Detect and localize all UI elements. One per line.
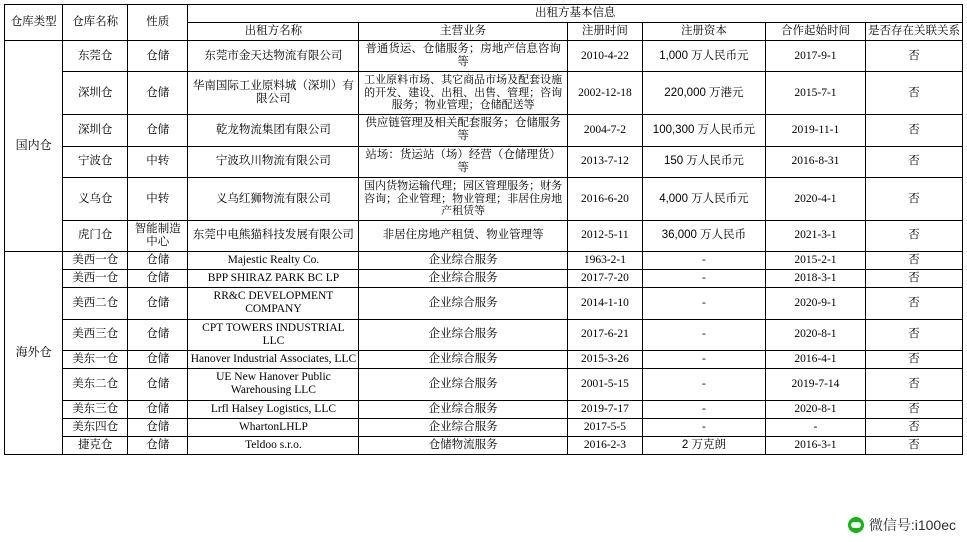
cell-reg-date: 2016-2-3 xyxy=(567,437,642,455)
cell-reg-date: 2013-7-12 xyxy=(567,146,642,177)
lessor-info-table xyxy=(4,4,963,455)
cell-lessor-name: RR&C DEVELOPMENT COMPANY xyxy=(188,288,359,319)
group-label-overseas: 海外仓 xyxy=(5,251,63,455)
cell-related: 否 xyxy=(866,115,963,146)
cell-reg-capital: - xyxy=(642,350,765,368)
cell-warehouse-name: 美东二仓 xyxy=(63,369,128,400)
column-header-warehouse-type: 仓库类型 xyxy=(5,5,63,41)
cell-property: 中转 xyxy=(128,146,188,177)
table-row xyxy=(5,288,963,319)
cell-warehouse-name: 义乌仓 xyxy=(63,177,128,220)
cell-related: 否 xyxy=(866,418,963,436)
cell-reg-date: 2015-3-26 xyxy=(567,350,642,368)
table-row xyxy=(5,115,963,146)
cell-lessor-name: Hanover Industrial Associates, LLC xyxy=(188,350,359,368)
cell-warehouse-name: 美东四仓 xyxy=(63,418,128,436)
cell-warehouse-name: 虎门仓 xyxy=(63,220,128,251)
cell-main-business: 企业综合服务 xyxy=(359,400,567,418)
wechat-icon xyxy=(848,517,864,533)
cell-reg-capital: 36,000 万人民币 xyxy=(642,220,765,251)
cell-reg-date: 2014-1-10 xyxy=(567,288,642,319)
cell-reg-date: 2012-5-11 xyxy=(567,220,642,251)
table-row xyxy=(5,437,963,455)
table-row xyxy=(5,146,963,177)
cell-coop-start: 2015-7-1 xyxy=(765,72,865,115)
cell-reg-capital: 1,000 万人民币元 xyxy=(642,40,765,71)
cell-reg-capital: - xyxy=(642,319,765,350)
column-header-reg-capital: 注册资本 xyxy=(642,22,765,40)
cell-related: 否 xyxy=(866,251,963,269)
table-row xyxy=(5,319,963,350)
cell-reg-capital: - xyxy=(642,269,765,287)
cell-coop-start: 2021-3-1 xyxy=(765,220,865,251)
cell-main-business: 仓储物流服务 xyxy=(359,437,567,455)
cell-reg-date: 2017-6-21 xyxy=(567,319,642,350)
cell-related: 否 xyxy=(866,146,963,177)
cell-lessor-name: CPT TOWERS INDUSTRIAL LLC xyxy=(188,319,359,350)
cell-coop-start: 2018-3-1 xyxy=(765,269,865,287)
cell-lessor-name: UE New Hanover Public Warehousing LLC xyxy=(188,369,359,400)
cell-reg-capital: - xyxy=(642,400,765,418)
table-row xyxy=(5,418,963,436)
cell-main-business: 供应链管理及相关配套服务；仓储服务等 xyxy=(359,115,567,146)
cell-lessor-name: 东莞中电熊猫科技发展有限公司 xyxy=(188,220,359,251)
cell-related: 否 xyxy=(866,400,963,418)
cell-reg-date: 2019-7-17 xyxy=(567,400,642,418)
cell-property: 仓储 xyxy=(128,437,188,455)
cell-coop-start: - xyxy=(765,418,865,436)
cell-lessor-name: Lrfl Halsey Logistics, LLC xyxy=(188,400,359,418)
cell-property: 仓储 xyxy=(128,319,188,350)
table-row xyxy=(5,369,963,400)
cell-property: 仓储 xyxy=(128,400,188,418)
watermark xyxy=(845,514,959,536)
cell-lessor-name: Teldoo s.r.o. xyxy=(188,437,359,455)
column-header-reg-date: 注册时间 xyxy=(567,22,642,40)
table-row xyxy=(5,177,963,220)
cell-warehouse-name: 美西三仓 xyxy=(63,319,128,350)
cell-main-business: 企业综合服务 xyxy=(359,288,567,319)
cell-coop-start: 2016-4-1 xyxy=(765,350,865,368)
cell-warehouse-name: 宁波仓 xyxy=(63,146,128,177)
table-row xyxy=(5,40,963,71)
cell-main-business: 普通货运、仓储服务；房地产信息咨询等 xyxy=(359,40,567,71)
cell-lessor-name: 义乌红狮物流有限公司 xyxy=(188,177,359,220)
cell-coop-start: 2015-2-1 xyxy=(765,251,865,269)
cell-lessor-name: Majestic Realty Co. xyxy=(188,251,359,269)
cell-coop-start: 2017-9-1 xyxy=(765,40,865,71)
cell-warehouse-name: 深圳仓 xyxy=(63,72,128,115)
cell-warehouse-name: 东莞仓 xyxy=(63,40,128,71)
table-body xyxy=(5,40,963,455)
cell-property: 仓储 xyxy=(128,40,188,71)
cell-coop-start: 2020-9-1 xyxy=(765,288,865,319)
cell-main-business: 企业综合服务 xyxy=(359,418,567,436)
cell-reg-capital: 100,300 万人民币元 xyxy=(642,115,765,146)
cell-related: 否 xyxy=(866,319,963,350)
cell-coop-start: 2020-8-1 xyxy=(765,319,865,350)
cell-warehouse-name: 美西二仓 xyxy=(63,288,128,319)
cell-property: 仓储 xyxy=(128,369,188,400)
cell-coop-start: 2019-7-14 xyxy=(765,369,865,400)
cell-property: 仓储 xyxy=(128,269,188,287)
cell-reg-capital: - xyxy=(642,418,765,436)
cell-main-business: 工业原料市场、其它商品市场及配套设施的开发、建设、出租、出售、管理；咨询服务；物业管理；仓储配送等 xyxy=(359,72,567,115)
table-header xyxy=(5,5,963,41)
table-row xyxy=(5,72,963,115)
cell-warehouse-name: 美东一仓 xyxy=(63,350,128,368)
column-header-coop-start: 合作起始时间 xyxy=(765,22,865,40)
cell-lessor-name: BPP SHIRAZ PARK BC LP xyxy=(188,269,359,287)
column-header-related: 是否存在关联关系 xyxy=(866,22,963,40)
cell-related: 否 xyxy=(866,437,963,455)
table-row xyxy=(5,251,963,269)
cell-property: 仓储 xyxy=(128,72,188,115)
cell-reg-capital: 150 万人民币元 xyxy=(642,146,765,177)
cell-reg-date: 2010-4-22 xyxy=(567,40,642,71)
cell-main-business: 非居住房地产租赁、物业管理等 xyxy=(359,220,567,251)
column-header-warehouse-name: 仓库名称 xyxy=(63,5,128,41)
cell-reg-capital: - xyxy=(642,251,765,269)
table-header-row-1 xyxy=(5,5,963,23)
cell-warehouse-name: 美东三仓 xyxy=(63,400,128,418)
cell-warehouse-name: 美西一仓 xyxy=(63,251,128,269)
cell-main-business: 站场：货运站（场）经营（仓储理货）等 xyxy=(359,146,567,177)
cell-warehouse-name: 深圳仓 xyxy=(63,115,128,146)
table-row xyxy=(5,220,963,251)
cell-property: 仓储 xyxy=(128,115,188,146)
column-header-main-business: 主营业务 xyxy=(359,22,567,40)
cell-related: 否 xyxy=(866,369,963,400)
cell-main-business: 企业综合服务 xyxy=(359,251,567,269)
cell-related: 否 xyxy=(866,350,963,368)
cell-reg-date: 2002-12-18 xyxy=(567,72,642,115)
column-header-lessor-name: 出租方名称 xyxy=(188,22,359,40)
cell-coop-start: 2020-8-1 xyxy=(765,400,865,418)
cell-lessor-name: WhartonLHLP xyxy=(188,418,359,436)
cell-warehouse-name: 捷克仓 xyxy=(63,437,128,455)
cell-main-business: 企业综合服务 xyxy=(359,369,567,400)
cell-lessor-name: 乾龙物流集团有限公司 xyxy=(188,115,359,146)
watermark-label: 微信号:i100ec xyxy=(868,517,956,533)
cell-lessor-name: 宁波玖川物流有限公司 xyxy=(188,146,359,177)
cell-lessor-name: 华南国际工业原料城（深圳）有限公司 xyxy=(188,72,359,115)
cell-reg-date: 1963-2-1 xyxy=(567,251,642,269)
cell-reg-date: 2001-5-15 xyxy=(567,369,642,400)
cell-main-business: 企业综合服务 xyxy=(359,350,567,368)
cell-coop-start: 2020-4-1 xyxy=(765,177,865,220)
cell-reg-capital: - xyxy=(642,369,765,400)
cell-related: 否 xyxy=(866,72,963,115)
cell-related: 否 xyxy=(866,220,963,251)
group-label-domestic: 国内仓 xyxy=(5,40,63,251)
cell-property: 智能制造中心 xyxy=(128,220,188,251)
table-row xyxy=(5,269,963,287)
cell-coop-start: 2019-11-1 xyxy=(765,115,865,146)
cell-main-business: 企业综合服务 xyxy=(359,319,567,350)
cell-related: 否 xyxy=(866,177,963,220)
cell-reg-capital: 220,000 万港元 xyxy=(642,72,765,115)
cell-reg-date: 2017-5-5 xyxy=(567,418,642,436)
cell-reg-capital: - xyxy=(642,288,765,319)
column-header-property: 性质 xyxy=(128,5,188,41)
cell-related: 否 xyxy=(866,269,963,287)
cell-reg-date: 2016-6-20 xyxy=(567,177,642,220)
cell-reg-capital: 4,000 万人民币元 xyxy=(642,177,765,220)
cell-main-business: 国内货物运输代理；园区管理服务；财务咨询；企业管理；物业管理；非居住房地产租赁等 xyxy=(359,177,567,220)
cell-reg-date: 2004-7-2 xyxy=(567,115,642,146)
table-row xyxy=(5,350,963,368)
cell-property: 仓储 xyxy=(128,288,188,319)
column-header-group-basic-info: 出租方基本信息 xyxy=(188,5,963,23)
cell-warehouse-name: 美西一仓 xyxy=(63,269,128,287)
cell-property: 仓储 xyxy=(128,251,188,269)
table-row xyxy=(5,400,963,418)
cell-property: 仓储 xyxy=(128,418,188,436)
cell-reg-capital: 2 万克朗 xyxy=(642,437,765,455)
cell-related: 否 xyxy=(866,288,963,319)
cell-coop-start: 2016-3-1 xyxy=(765,437,865,455)
cell-coop-start: 2016-8-31 xyxy=(765,146,865,177)
cell-related: 否 xyxy=(866,40,963,71)
cell-reg-date: 2017-7-20 xyxy=(567,269,642,287)
cell-property: 中转 xyxy=(128,177,188,220)
cell-lessor-name: 东莞市金天达物流有限公司 xyxy=(188,40,359,71)
cell-main-business: 企业综合服务 xyxy=(359,269,567,287)
cell-property: 仓储 xyxy=(128,350,188,368)
